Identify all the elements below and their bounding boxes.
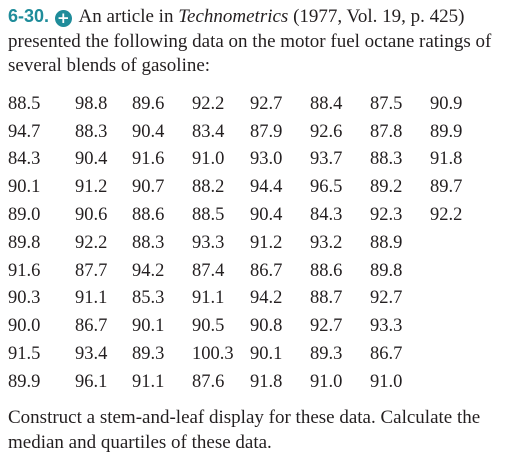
data-row bbox=[8, 229, 480, 257]
data-cell: 89.6 bbox=[132, 93, 165, 114]
data-cell: 92.2 bbox=[75, 232, 108, 253]
data-cell: 91.0 bbox=[192, 149, 225, 170]
data-cell: 88.3 bbox=[75, 121, 108, 142]
data-row bbox=[8, 313, 480, 341]
data-cell: 90.1 bbox=[132, 316, 165, 337]
data-cell: 90.4 bbox=[132, 121, 165, 142]
data-row bbox=[8, 118, 480, 146]
data-cell: 92.3 bbox=[370, 205, 403, 226]
data-cell: 94.7 bbox=[8, 121, 41, 142]
data-cell: 88.9 bbox=[370, 232, 403, 253]
problem-number: 6-30. bbox=[8, 6, 50, 26]
data-cell: 91.6 bbox=[8, 260, 41, 281]
data-cell: 96.1 bbox=[75, 371, 108, 392]
data-cell: 84.3 bbox=[310, 205, 343, 226]
data-cell: 84.3 bbox=[8, 149, 41, 170]
data-cell: 83.4 bbox=[192, 121, 225, 142]
data-cell: 94.4 bbox=[250, 177, 283, 198]
data-cell: 88.3 bbox=[370, 149, 403, 170]
data-cell: 88.6 bbox=[132, 205, 165, 226]
problem-6-30 bbox=[8, 0, 518, 455]
data-cell: 91.6 bbox=[132, 149, 165, 170]
question-text: Construct a stem-and-leaf display for these data. Calculate the median and quartiles of these data. bbox=[8, 407, 481, 453]
data-row bbox=[8, 146, 480, 174]
data-cell: 93.2 bbox=[310, 232, 343, 253]
data-cell: 90.8 bbox=[250, 316, 283, 337]
data-cell: 89.9 bbox=[8, 371, 41, 392]
problem-header bbox=[8, 4, 518, 79]
data-cell: 90.3 bbox=[8, 288, 41, 309]
data-cell: 91.0 bbox=[310, 371, 343, 392]
data-cell: 87.9 bbox=[250, 121, 283, 142]
data-cell: 87.6 bbox=[192, 371, 225, 392]
data-cell: 86.7 bbox=[370, 344, 403, 365]
data-cell: 89.3 bbox=[310, 344, 343, 365]
data-cell: 91.0 bbox=[370, 371, 403, 392]
data-cell: 89.2 bbox=[370, 177, 403, 198]
data-cell: 90.9 bbox=[430, 93, 463, 114]
data-cell: 90.5 bbox=[192, 316, 225, 337]
data-cell: 96.5 bbox=[310, 177, 343, 198]
data-row bbox=[8, 202, 480, 230]
data-cell: 93.3 bbox=[370, 316, 403, 337]
intro-prefix: An article in bbox=[78, 6, 179, 27]
data-cell: 88.5 bbox=[192, 205, 225, 226]
data-cell: 92.6 bbox=[310, 121, 343, 142]
data-cell: 93.3 bbox=[192, 232, 225, 253]
data-cell: 91.5 bbox=[8, 344, 41, 365]
data-row bbox=[8, 341, 480, 369]
data-cell: 88.4 bbox=[310, 93, 343, 114]
data-cell: 92.7 bbox=[310, 316, 343, 337]
data-cell: 87.5 bbox=[370, 93, 403, 114]
data-cell: 93.7 bbox=[310, 149, 343, 170]
data-cell: 90.1 bbox=[8, 177, 41, 198]
data-cell: 93.4 bbox=[75, 344, 108, 365]
data-cell: 91.1 bbox=[132, 371, 165, 392]
data-cell: 86.7 bbox=[75, 316, 108, 337]
data-cell: 91.2 bbox=[75, 177, 108, 198]
plus-circle-icon: + bbox=[55, 10, 72, 27]
data-cell: 92.7 bbox=[250, 93, 283, 114]
data-cell: 91.2 bbox=[250, 232, 283, 253]
octane-data-table bbox=[8, 91, 480, 397]
data-row bbox=[8, 257, 480, 285]
data-cell: 87.4 bbox=[192, 260, 225, 281]
data-cell: 91.8 bbox=[250, 371, 283, 392]
intro-suffix: (1977, Vol. 19, p. 425) presented the following data on the motor fuel octane ratings of several blends of gasoline: bbox=[8, 6, 492, 76]
data-cell: 89.9 bbox=[430, 121, 463, 142]
data-cell: 90.0 bbox=[8, 316, 41, 337]
data-cell: 92.7 bbox=[370, 288, 403, 309]
data-cell: 89.8 bbox=[8, 232, 41, 253]
data-cell: 90.4 bbox=[75, 149, 108, 170]
data-cell: 94.2 bbox=[250, 288, 283, 309]
data-cell: 85.3 bbox=[132, 288, 165, 309]
data-cell: 90.6 bbox=[75, 205, 108, 226]
octane-data-body bbox=[8, 91, 480, 397]
data-cell: 87.7 bbox=[75, 260, 108, 281]
data-row bbox=[8, 368, 480, 396]
data-cell: 88.3 bbox=[132, 232, 165, 253]
data-cell: 90.4 bbox=[250, 205, 283, 226]
data-cell: 93.0 bbox=[250, 149, 283, 170]
data-cell: 89.8 bbox=[370, 260, 403, 281]
data-cell: 91.8 bbox=[430, 149, 463, 170]
data-cell: 94.2 bbox=[132, 260, 165, 281]
data-cell: 89.7 bbox=[430, 177, 463, 198]
data-cell: 87.8 bbox=[370, 121, 403, 142]
data-row bbox=[8, 174, 480, 202]
data-cell: 88.5 bbox=[8, 93, 41, 114]
data-cell: 92.2 bbox=[192, 93, 225, 114]
data-cell: 88.2 bbox=[192, 177, 225, 198]
data-cell: 90.1 bbox=[250, 344, 283, 365]
data-row bbox=[8, 91, 480, 119]
data-cell: 91.1 bbox=[192, 288, 225, 309]
data-cell: 88.7 bbox=[310, 288, 343, 309]
data-cell: 88.6 bbox=[310, 260, 343, 281]
data-cell: 91.1 bbox=[75, 288, 108, 309]
data-cell: 89.0 bbox=[8, 205, 41, 226]
data-cell: 98.8 bbox=[75, 93, 108, 114]
data-row bbox=[8, 285, 480, 313]
data-cell: 90.7 bbox=[132, 177, 165, 198]
data-cell: 92.2 bbox=[430, 205, 463, 226]
data-cell: 89.3 bbox=[132, 344, 165, 365]
data-cell: 86.7 bbox=[250, 260, 283, 281]
journal-name: Technometrics bbox=[178, 6, 289, 27]
data-cell: 100.3 bbox=[192, 344, 234, 365]
